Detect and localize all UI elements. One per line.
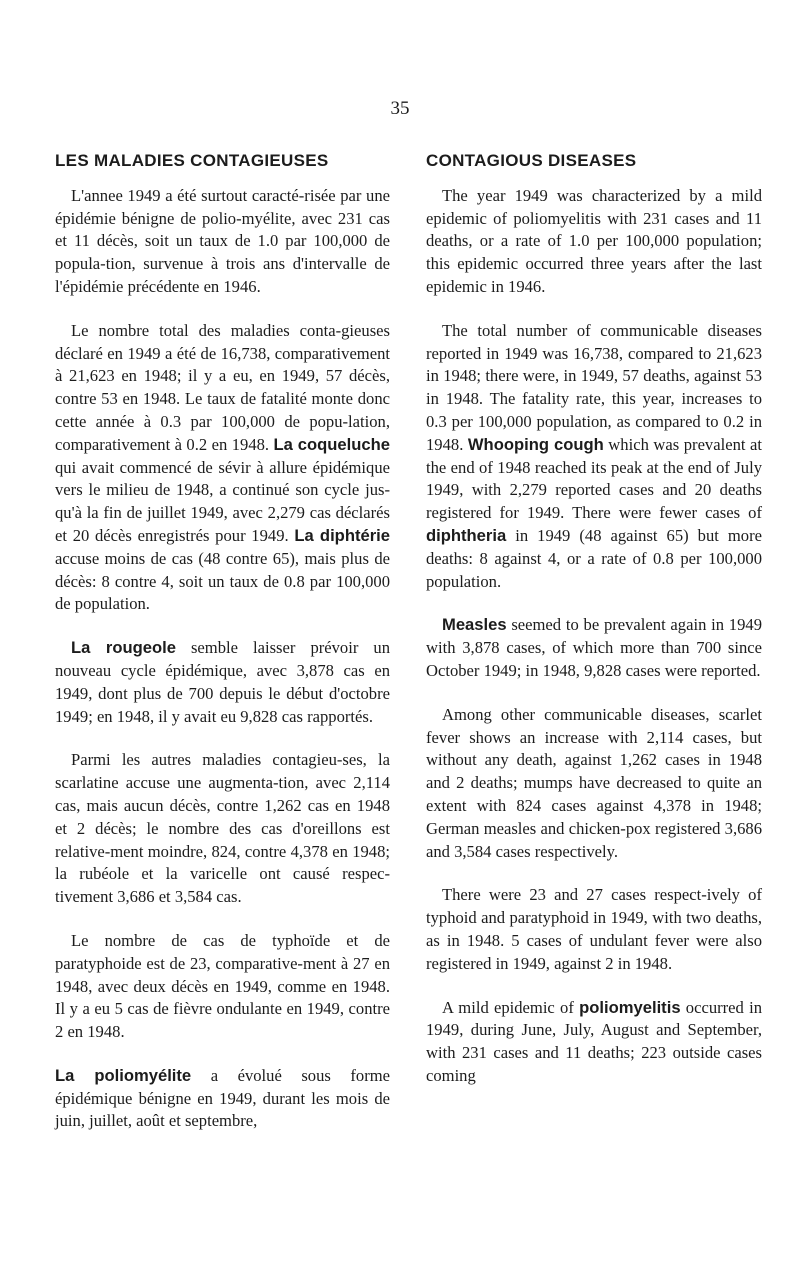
french-p2-text-c: accuse moins de cas (48 contre 65), mais plus de décès: 8 contre 4, soit un taux de 0.8 par 100,000 de population.	[55, 548, 390, 614]
keyword-poliomyelitis: poliomyelitis	[579, 997, 681, 1017]
english-heading: CONTAGIOUS DISEASES	[426, 151, 637, 170]
french-p2-text-a: Le nombre total des maladies conta-gieuses déclaré en 1949 a été de 16,738, comparativement à 21,623 en 1948; il y a eu, en 1949, 57 décès, contre 53 en 1948. Le taux de fatalité monte donc cette année à 0.3 par 100,000 de popu-lation, comparativement à 0.2 en 1948.	[55, 320, 390, 454]
french-p2-text-b: qui avait commencé de sévir à allure épidémique vers le milieu de 1948, a continué son cycle jus-qu'à la fin de juillet 1949, avec 2,279 cas déclarés et 20 décès enregistrés pour 1949.	[55, 457, 390, 545]
english-paragraph-3	[426, 614, 762, 682]
english-paragraph-6	[426, 997, 762, 1088]
english-paragraph-4: Among other communicable diseases, scarlet fever shows an increase with 2,114 cases, but without any death, against 1,262 cases in 1948 and 2 deaths; mumps have decreased to quite an extent with 824 cases against 4,378 in 1948; German measles and chicken-pox registered 3,686 and 3,584 cases respectively.	[426, 704, 762, 861]
english-p6-text-a: A mild epidemic of	[442, 997, 580, 1017]
english-p3-text: seemed to be prevalent again in 1949 with 3,878 cases, of which more than 700 since October 1949; in 1948, 9,828 cases were reported.	[426, 615, 762, 680]
keyword-diphterie: La diphtérie	[294, 525, 391, 545]
french-paragraph-6	[55, 1065, 390, 1133]
french-p6-text: a évolué sous forme épidémique bénigne en 1949, durant les mois de juin, juillet, août et septembre,	[55, 1065, 390, 1131]
keyword-diphtheria: diphtheria	[426, 525, 507, 545]
english-p2-text-c: in 1949 (48 against 65) but more deaths: 8 against 4, or a rate of 0.8 per 100,000 population.	[426, 525, 762, 591]
english-paragraph-1: The year 1949 was characterized by a mild epidemic of poliomyelitis with 231 cases and 11 deaths, or a rate of 1.0 per 100,000 population; this epidemic occurred three years after the last epidemic in 1946.	[426, 185, 762, 296]
french-column	[55, 150, 390, 1154]
french-paragraph-5: Le nombre de cas de typhoïde et de paratyphoide est de 23, comparative-ment à 27 en 1948, avec deux décès en 1949, comme en 1948. Il y a eu 5 cas de fièvre ondulante en 1949, contre 2 en 1948.	[55, 930, 390, 1042]
french-p3-text: semble laisser prévoir un nouveau cycle épidémique, avec 3,878 cas en 1949, dont plus de 700 depuis le début d'octobre 1949; en 1948, il y avait eu 9,828 cas rapportés.	[55, 638, 390, 726]
english-paragraph-2	[426, 320, 762, 594]
keyword-coqueluche: La coqueluche	[273, 434, 390, 454]
french-paragraph-3	[55, 637, 390, 728]
keyword-measles: Measles	[442, 615, 507, 635]
english-p2-text-b: which was prevalent at the end of 1948 reached its peak at the end of July 1949, with 2,279 reported cases and 20 deaths registered for 1949. There were fewer cases of	[426, 434, 762, 523]
french-paragraph-1: L'annee 1949 a été surtout caracté-risée par une épidémie bénigne de polio-myélite, avec 231 cas et 11 décès, soit un taux de 1.0 par 100,000 de popula-tion, survenue à trois ans d'intervalle de l'épidémie précédente en 1946.	[55, 185, 390, 296]
french-paragraph-2	[55, 320, 390, 616]
french-paragraph-4: Parmi les autres maladies contagieu-ses, la scarlatine accuse une augmenta-tion, avec 2,114 cas, mais aucun décès, contre 1,262 cas en 1948 et 2 décès; le nombre des cas d'oreillons est relative-ment moindre, 824, contre 4,378 en 1948; la rubéole et la varicelle ont causé respec-tivement 3,686 et 3,584 cas.	[55, 750, 390, 907]
english-paragraph-5: There were 23 and 27 cases respect-ively of typhoid and paratyphoid in 1949, with two deaths, as in 1948. 5 cases of undulant fever were also registered in 1949, against 2 in 1948.	[426, 885, 762, 973]
keyword-poliomyelite: La poliomyélite	[55, 1065, 192, 1085]
page-number: 35	[390, 98, 410, 119]
keyword-rougeole: La rougeole	[71, 638, 176, 658]
english-p6-text-b: occurred in 1949, during June, July, August and September, with 231 cases and 11 deaths; 223 outside cases coming	[426, 997, 762, 1085]
english-p2-text-a: The total number of communicable diseases reported in 1949 was 16,738, compared to 21,623 in 1948; there were, in 1949, 57 deaths, against 53 in 1948. The fatality rate, this year, increases to 0.3 per 100,000 population, as compared to 0.2 in 1948.	[426, 320, 762, 454]
french-heading: LES MALADIES CONTAGIEUSES	[55, 151, 329, 170]
keyword-whooping-cough: Whooping cough	[467, 434, 604, 454]
english-column	[426, 150, 762, 1109]
